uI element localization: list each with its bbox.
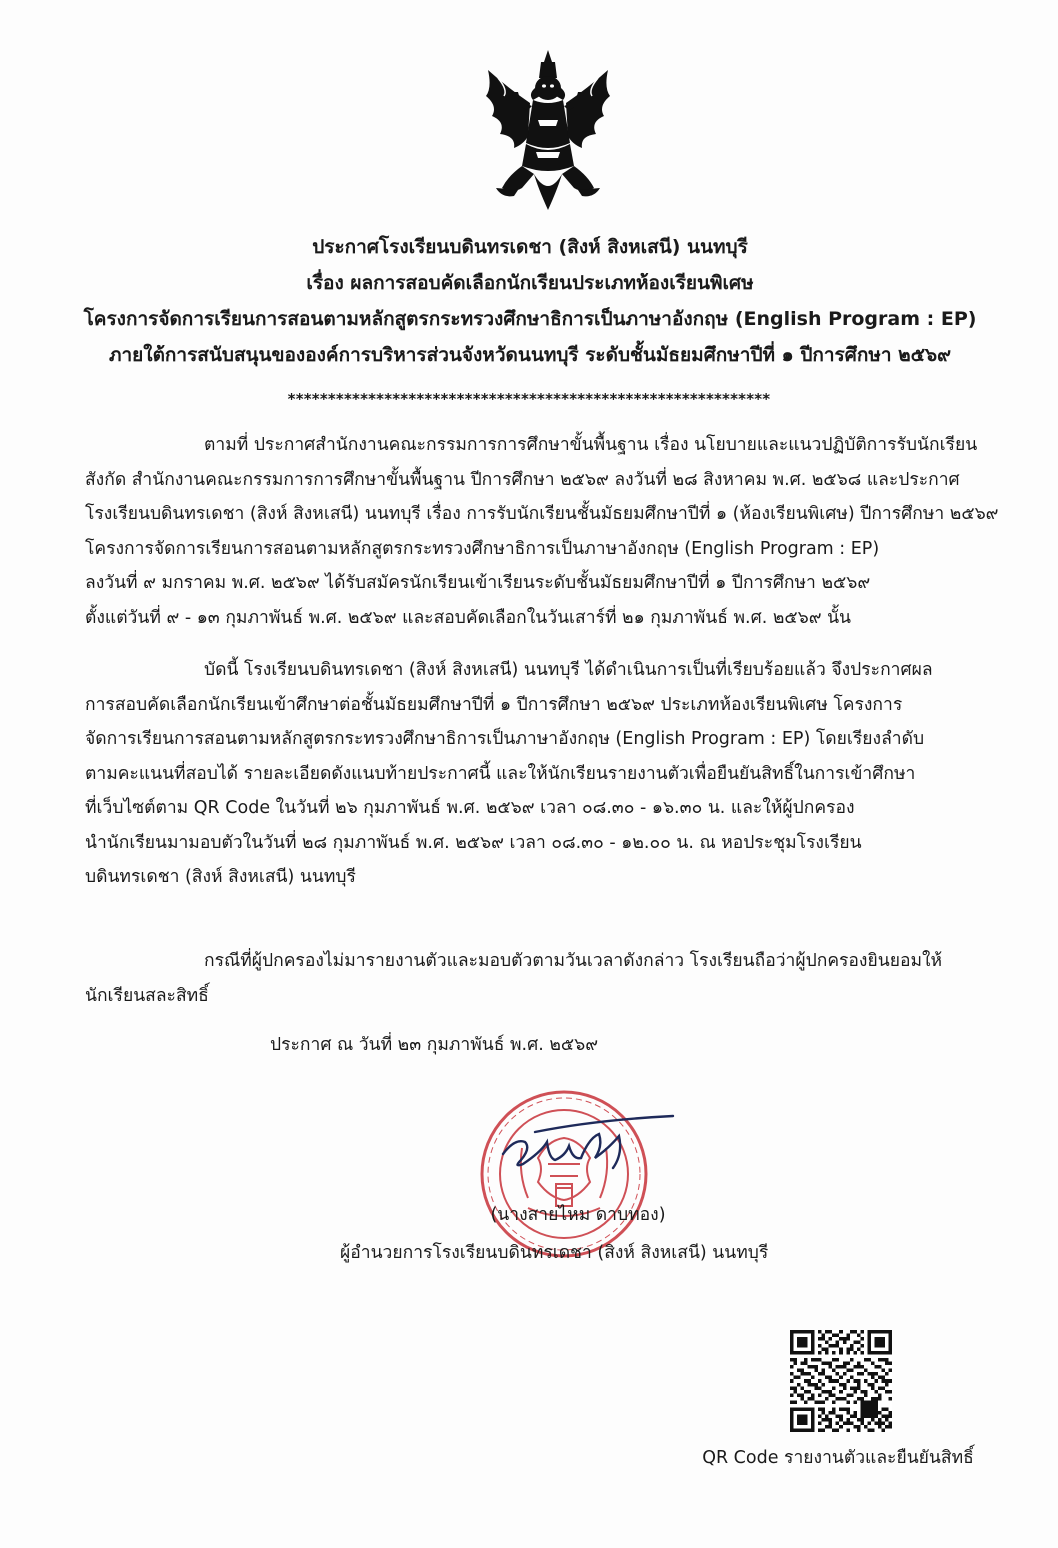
announcement-date: ประกาศ ณ วันที่ ๒๓ กุมภาพันธ์ พ.ศ. ๒๕๖๙ xyxy=(270,1035,599,1055)
paragraph-2-line: บัดนี้ โรงเรียนบดินทรเดชา (สิงห์ สิงหเสนี) นนทบุรี ได้ดำเนินการเป็นที่เรียบร้อยแล้ว จึงประกาศผล xyxy=(204,660,933,680)
paragraph-1-line: ลงวันที่ ๙ มกราคม พ.ศ. ๒๕๖๙ ได้รับสมัครนักเรียนเข้าเรียนระดับชั้นมัธยมศึกษาปีที่ ๑ ปีการศึกษา ๒๕๖๙ xyxy=(85,573,871,593)
separator-line: ************************************************************ xyxy=(287,390,771,408)
paragraph-3-line: กรณีที่ผู้ปกครองไม่มารายงานตัวและมอบตัวตามวันเวลาดังกล่าว โรงเรียนถือว่าผู้ปกครองยินยอมให้ xyxy=(204,951,943,971)
paragraph-2 xyxy=(85,653,990,895)
paragraph-3 xyxy=(85,944,990,1013)
paragraph-2-line: จัดการเรียนการสอนตามหลักสูตรกระทรวงศึกษาธิการเป็นภาษาอังกฤษ (English Program : EP) โดยเรียงลำดับ xyxy=(85,729,925,749)
heading-line-4: ภายใต้การสนับสนุนขององค์การบริหารส่วนจังหวัดนนทบุรี ระดับชั้นมัธยมศึกษาปีที่ ๑ ปีการศึกษา ๒๕๖๙ xyxy=(108,344,952,366)
paragraph-2-line: นำนักเรียนมามอบตัวในวันที่ ๒๘ กุมภาพันธ์ พ.ศ. ๒๕๖๙ เวลา ๐๘.๓๐ - ๑๒.๐๐ น. ณ หอประชุมโรงเรียน xyxy=(85,832,862,853)
signer-title: ผู้อำนวยการโรงเรียนบดินทรเดชา (สิงห์ สิงหเสนี) นนทบุรี xyxy=(340,1243,769,1263)
paragraph-2-line: ตามคะแนนที่สอบได้ รายละเอียดดังแนบท้ายประกาศนี้ และให้นักเรียนรายงานตัวเพื่อยืนยันสิทธิ์ในการเข้าศึกษา xyxy=(85,763,916,784)
signer-name: (นางสายไหม ดาบทอง) xyxy=(490,1205,666,1225)
announcement-heading xyxy=(60,229,1000,373)
qr-caption: QR Code รายงานตัวและยืนยันสิทธิ์ xyxy=(702,1448,974,1468)
paragraph-2-line: ที่เว็บไซต์ตาม QR Code ในวันที่ ๒๖ กุมภาพันธ์ พ.ศ. ๒๕๖๙ เวลา ๐๘.๓๐ - ๑๖.๓๐ น. และให้ผู้ปกครอง xyxy=(85,798,855,818)
paragraph-1-line: ตามที่ ประกาศสำนักงานคณะกรรมการการศึกษาขั้นพื้นฐาน เรื่อง นโยบายและแนวปฏิบัติการรับนักเรียน xyxy=(204,435,978,455)
heading-line-3: โครงการจัดการเรียนการสอนตามหลักสูตรกระทรวงศึกษาธิการเป็นภาษาอังกฤษ (English Program : EP) xyxy=(83,308,977,330)
heading-line-2: เรื่อง ผลการสอบคัดเลือกนักเรียนประเภทห้องเรียนพิเศษ xyxy=(306,272,754,294)
qr-code-icon[interactable] xyxy=(790,1330,892,1432)
paragraph-2-line: บดินทรเดชา (สิงห์ สิงหเสนี) นนทบุรี xyxy=(85,867,356,887)
paragraph-1-line: โครงการจัดการเรียนการสอนตามหลักสูตรกระทรวงศึกษาธิการเป็นภาษาอังกฤษ (English Program : EP) xyxy=(85,538,880,559)
paragraph-2-line: การสอบคัดเลือกนักเรียนเข้าศึกษาต่อชั้นมัธยมศึกษาปีที่ ๑ ปีการศึกษา ๒๕๖๙ ประเภทห้องเรียนพิเศษ โครงการ xyxy=(85,694,903,715)
handwritten-signature-icon xyxy=(495,1098,685,1188)
garuda-emblem-icon xyxy=(478,48,618,213)
paragraph-1-line: โรงเรียนบดินทรเดชา (สิงห์ สิงหเสนี) นนทบุรี เรื่อง การรับนักเรียนชั้นมัธยมศึกษาปีที่ ๑ (ห้องเรียนพิเศษ) ปีการศึกษา ๒๕๖๙ xyxy=(85,504,999,524)
paragraph-1-line: สังกัด สำนักงานคณะกรรมการการศึกษาขั้นพื้นฐาน ปีการศึกษา ๒๕๖๙ ลงวันที่ ๒๘ สิงหาคม พ.ศ. ๒๕๖๘ และประกาศ xyxy=(85,469,960,490)
paragraph-1-line: ตั้งแต่วันที่ ๙ - ๑๓ กุมภาพันธ์ พ.ศ. ๒๕๖๙ และสอบคัดเลือกในวันเสาร์ที่ ๒๑ กุมภาพันธ์ พ.ศ. ๒๕๖๙ นั้น xyxy=(85,607,852,628)
heading-line-1: ประกาศโรงเรียนบดินทรเดชา (สิงห์ สิงหเสนี) นนทบุรี xyxy=(312,236,748,258)
paragraph-3-line: นักเรียนสละสิทธิ์ xyxy=(85,985,209,1006)
paragraph-1 xyxy=(85,428,999,635)
